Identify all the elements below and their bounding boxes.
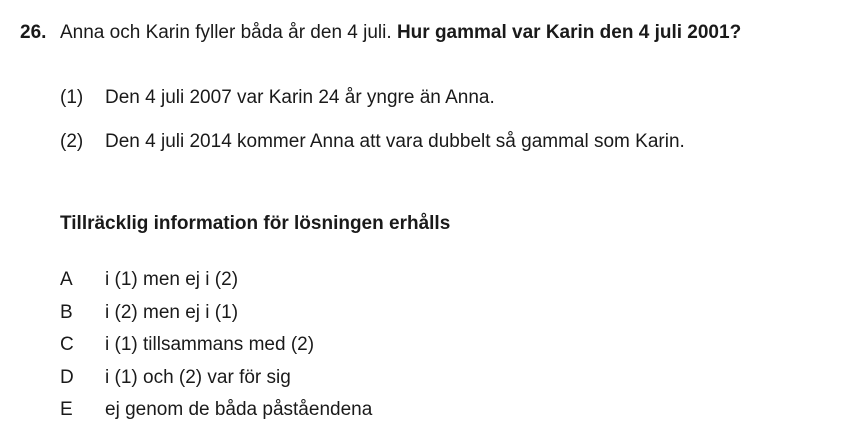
- option-e[interactable]: [60, 399, 372, 432]
- question-prompt: Hur gammal var Karin den 4 juli 2001?: [396, 22, 742, 43]
- option-a[interactable]: [60, 269, 372, 302]
- question-line: [20, 22, 741, 44]
- option-b[interactable]: [60, 302, 372, 335]
- statement-1: [60, 87, 495, 109]
- question-number: 26.: [20, 22, 47, 43]
- option-text: ej genom de båda påståendena: [105, 399, 373, 420]
- option-letter: D: [60, 366, 74, 388]
- option-letter: A: [60, 269, 73, 290]
- statement-2: [60, 131, 685, 153]
- option-text: i (2) men ej i (1): [105, 301, 239, 323]
- statement-label: (2): [60, 131, 84, 152]
- option-d[interactable]: [60, 367, 372, 400]
- option-letter: B: [60, 301, 73, 323]
- option-letter: C: [60, 334, 74, 355]
- statement-label: (1): [60, 87, 84, 108]
- answer-heading: Tillräcklig information för lösningen erhålls: [60, 213, 451, 234]
- option-letter: E: [60, 399, 73, 420]
- option-c[interactable]: [60, 334, 372, 367]
- question-intro: Anna och Karin fyller båda år den 4 juli.: [60, 22, 392, 43]
- statement-text: Den 4 juli 2007 var Karin 24 år yngre än Anna.: [105, 87, 495, 108]
- option-text: i (1) tillsammans med (2): [105, 334, 315, 355]
- option-text: i (1) men ej i (2): [105, 269, 239, 290]
- statement-text: Den 4 juli 2014 kommer Anna att vara dubbelt så gammal som Karin.: [105, 131, 685, 152]
- option-text: i (1) och (2) var för sig: [105, 366, 291, 388]
- answer-options: [60, 269, 372, 432]
